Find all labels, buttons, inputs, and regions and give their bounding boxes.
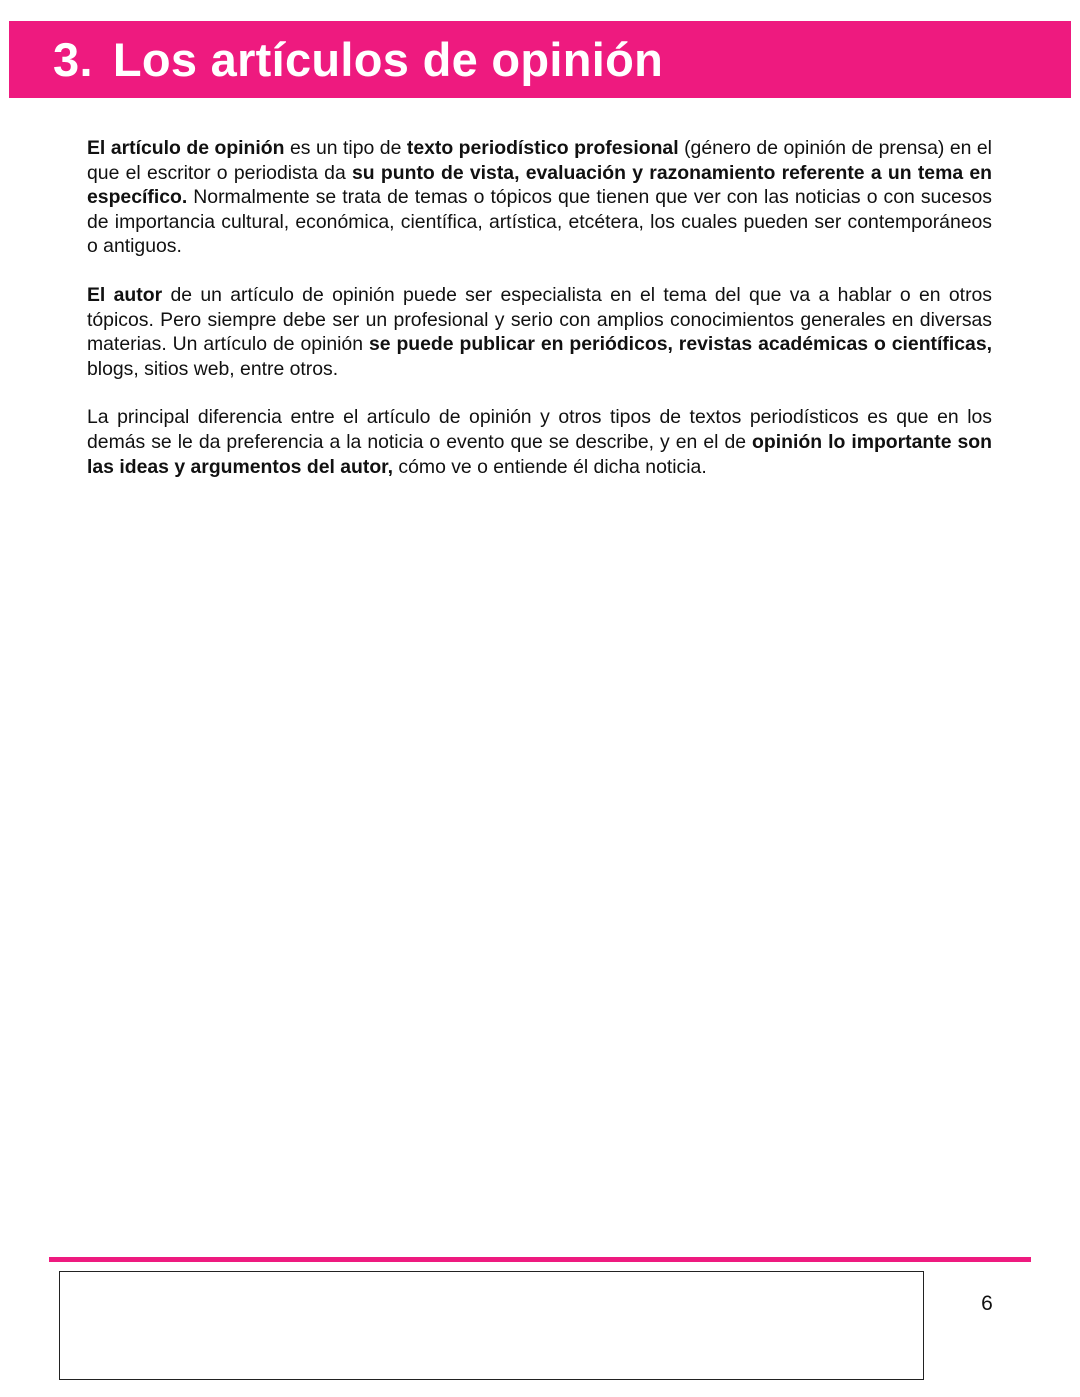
bold-phrase: texto periodístico profesional: [406, 137, 679, 159]
text-run: blogs, sitios web, entre otros.: [87, 357, 339, 380]
page-number: 6: [981, 1292, 993, 1315]
text-run: (género de opinión de prensa) en el que el escritor o periodista da: [87, 137, 992, 184]
paragraph-3: [87, 405, 992, 479]
text-run: de un artículo de opinión puede ser especialista en el tema del que va a hablar o en otros tópicos. Pero siempre debe ser un profesional y serio con amplios conocimientos generales en diversas materias. Un artículo de opinión: [87, 283, 993, 356]
bold-phrase: se puede publicar en periódicos, revistas académicas o científicas,: [368, 333, 992, 356]
footer-box: [59, 1271, 924, 1380]
bold-phrase: El artículo de opinión: [87, 137, 285, 159]
paragraph-1: [87, 136, 992, 259]
bold-phrase: opinión lo importante son las ideas y argumentos del autor,: [87, 430, 992, 478]
article-body: [87, 136, 992, 503]
section-header-band: [9, 21, 1071, 98]
section-title: [53, 33, 664, 86]
text-run: La principal diferencia entre el artículo de opinión y otros tipos de textos periodísticos es que en los demás se le da preferencia a la noticia o evento que se describe, y en el de: [87, 406, 992, 453]
footer-divider: [49, 1257, 1031, 1262]
bold-phrase: El autor: [87, 283, 163, 306]
text-run: cómo ve o entiende él dicha noticia.: [393, 455, 707, 478]
text-run: es un tipo de: [284, 137, 407, 159]
section-number: 3.: [53, 33, 93, 86]
section-title-text: Los artículos de opinión: [112, 33, 664, 86]
bold-phrase: su punto de vista, evaluación y razonamiento referente a un tema en específico.: [87, 161, 992, 209]
text-run: Normalmente se trata de temas o tópicos que tienen que ver con las noticias o con sucesos de importancia cultural, económica, científica, artística, etcétera, los cuales pueden ser contemporáneos o antiguos.: [87, 186, 992, 258]
paragraph-2: [87, 283, 992, 381]
